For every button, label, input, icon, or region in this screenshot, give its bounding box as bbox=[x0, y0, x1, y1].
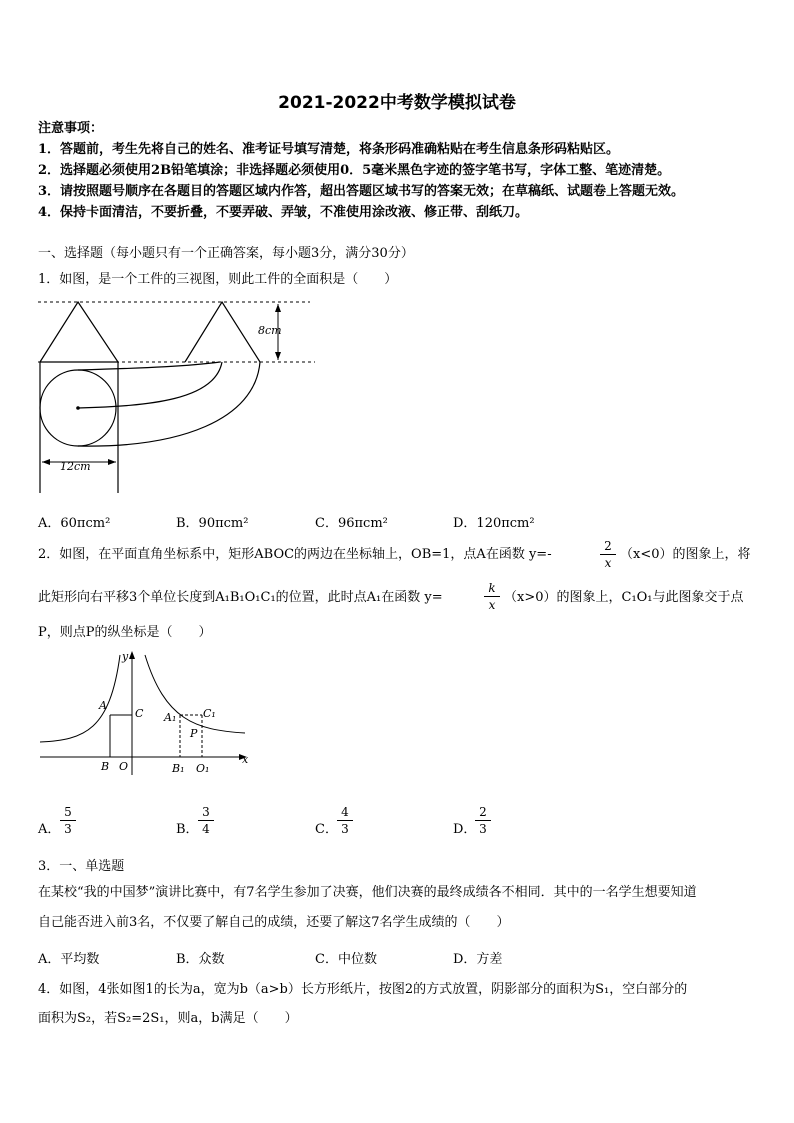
q1-option-d: D．120πcm² bbox=[453, 516, 535, 531]
q4-line1: 4．如图，4张如图1的长为a，宽为b（a>b）长方形纸片，按图2的方式放置，阴影部分的面积为S₁，空白部分的 bbox=[38, 982, 688, 997]
x-axis-label: x bbox=[242, 753, 249, 766]
q1-option-a: A．60πcm² bbox=[38, 516, 111, 531]
q2-option-b-letter: B． bbox=[176, 822, 199, 837]
q2-line2-b: （x>0）的图象上，C₁O₁与此图象交于点 bbox=[504, 590, 744, 605]
point-c1-label: C₁ bbox=[203, 707, 216, 720]
q3-head: 3．一、单选题 bbox=[38, 859, 125, 874]
q3-option-c: C．中位数 bbox=[315, 952, 377, 967]
y-axis-label: y bbox=[122, 650, 129, 663]
q3-option-b: B．众数 bbox=[176, 952, 225, 967]
q2-line1-fraction bbox=[600, 540, 616, 569]
q2-option-c-den: 3 bbox=[341, 822, 349, 836]
q3-option-d: D．方差 bbox=[453, 952, 503, 967]
q1-stem: 1．如图，是一个工件的三视图，则此工件的全面积是（ ） bbox=[38, 272, 398, 287]
q2-option-b-den: 4 bbox=[202, 822, 210, 836]
dim-height-label: 8cm bbox=[258, 324, 282, 337]
point-a1-label: A₁ bbox=[164, 711, 177, 724]
q2-option-c-letter: C． bbox=[315, 822, 338, 837]
notice-heading: 注意事项： bbox=[38, 121, 104, 136]
point-p-label: P bbox=[190, 727, 198, 740]
q3-option-a: A．平均数 bbox=[38, 952, 100, 967]
q2-line2-frac-den: x bbox=[488, 598, 496, 612]
q2-option-b-fraction bbox=[198, 806, 214, 835]
point-c-label: C bbox=[135, 707, 144, 720]
notice-item-3: 3．请按照题号顺序在各题目的答题区域内作答，超出答题区域书写的答案无效；在草稿纸、试题卷上答题无效。 bbox=[38, 184, 685, 199]
page-title: 2021-2022中考数学模拟试卷 bbox=[278, 93, 516, 113]
q2-option-b-num: 3 bbox=[198, 806, 214, 821]
q2-line1-frac-den: x bbox=[604, 556, 612, 570]
point-o1-label: O₁ bbox=[196, 762, 210, 775]
q2-line1-frac-num: 2 bbox=[600, 540, 616, 555]
q2-option-c-num: 4 bbox=[337, 806, 353, 821]
q2-option-d-den: 3 bbox=[479, 822, 487, 836]
q4-line2: 面积为S₂，若S₂=2S₁，则a，b满足（ ） bbox=[38, 1011, 298, 1026]
point-b-label: B bbox=[101, 760, 110, 773]
q2-option-a-den: 3 bbox=[64, 822, 72, 836]
q3-line1: 在某校“我的中国梦”演讲比赛中，有7名学生参加了决赛，他们决赛的最终成绩各不相同．其中的一名学生想要知道 bbox=[38, 885, 697, 900]
q2-option-d-letter: D． bbox=[453, 822, 477, 837]
notice-item-2: 2．选择题必须使用2B铅笔填涂；非选择题必须使用0．5毫米黑色字迹的签字笔书写，字体工整、笔迹清楚。 bbox=[38, 163, 671, 178]
q2-option-d-num: 2 bbox=[475, 806, 491, 821]
coordinate-graph bbox=[35, 645, 265, 780]
q2-option-c-fraction bbox=[337, 806, 353, 835]
point-a-label: A bbox=[99, 699, 107, 712]
q2-line2-frac-num: k bbox=[484, 582, 500, 597]
q2-option-d-fraction bbox=[475, 806, 491, 835]
q2-line2-fraction bbox=[484, 582, 500, 611]
q1-option-c: C．96πcm² bbox=[315, 516, 388, 531]
q2-option-a-fraction bbox=[60, 806, 76, 835]
point-b1-label: B₁ bbox=[172, 762, 185, 775]
q2-option-a-num: 5 bbox=[60, 806, 76, 821]
section-heading: 一、选择题（每小题只有一个正确答案，每小题3分，满分30分） bbox=[38, 246, 414, 261]
q3-line2: 自己能否进入前3名，不仅要了解自己的成绩，还要了解这7名学生成绩的（ ） bbox=[38, 915, 510, 930]
q2-line1-a: 2．如图，在平面直角坐标系中，矩形ABOC的两边在坐标轴上，OB=1，点A在函数 y=- bbox=[38, 547, 552, 562]
point-o-label: O bbox=[119, 760, 129, 773]
q2-line2-a: 此矩形向右平移3个单位长度到A₁B₁O₁C₁的位置，此时点A₁在函数 y= bbox=[38, 590, 443, 605]
q2-line1-b: （x<0）的图象上，将 bbox=[620, 547, 751, 562]
notice-item-4: 4．保持卡面清洁，不要折叠，不要弄破、弄皱，不准使用涂改液、修正带、刮纸刀。 bbox=[38, 205, 529, 220]
q2-line3: P，则点P的纵坐标是（ ） bbox=[38, 625, 212, 640]
q2-option-a-letter: A． bbox=[38, 822, 61, 837]
three-view-figure bbox=[30, 290, 330, 500]
dim-width-label: 12cm bbox=[60, 460, 91, 473]
q1-option-b: B．90πcm² bbox=[176, 516, 249, 531]
notice-item-1: 1．答题前，考生先将自己的姓名、准考证号填写清楚，将条形码准确粘贴在考生信息条形码粘贴区。 bbox=[38, 142, 620, 157]
